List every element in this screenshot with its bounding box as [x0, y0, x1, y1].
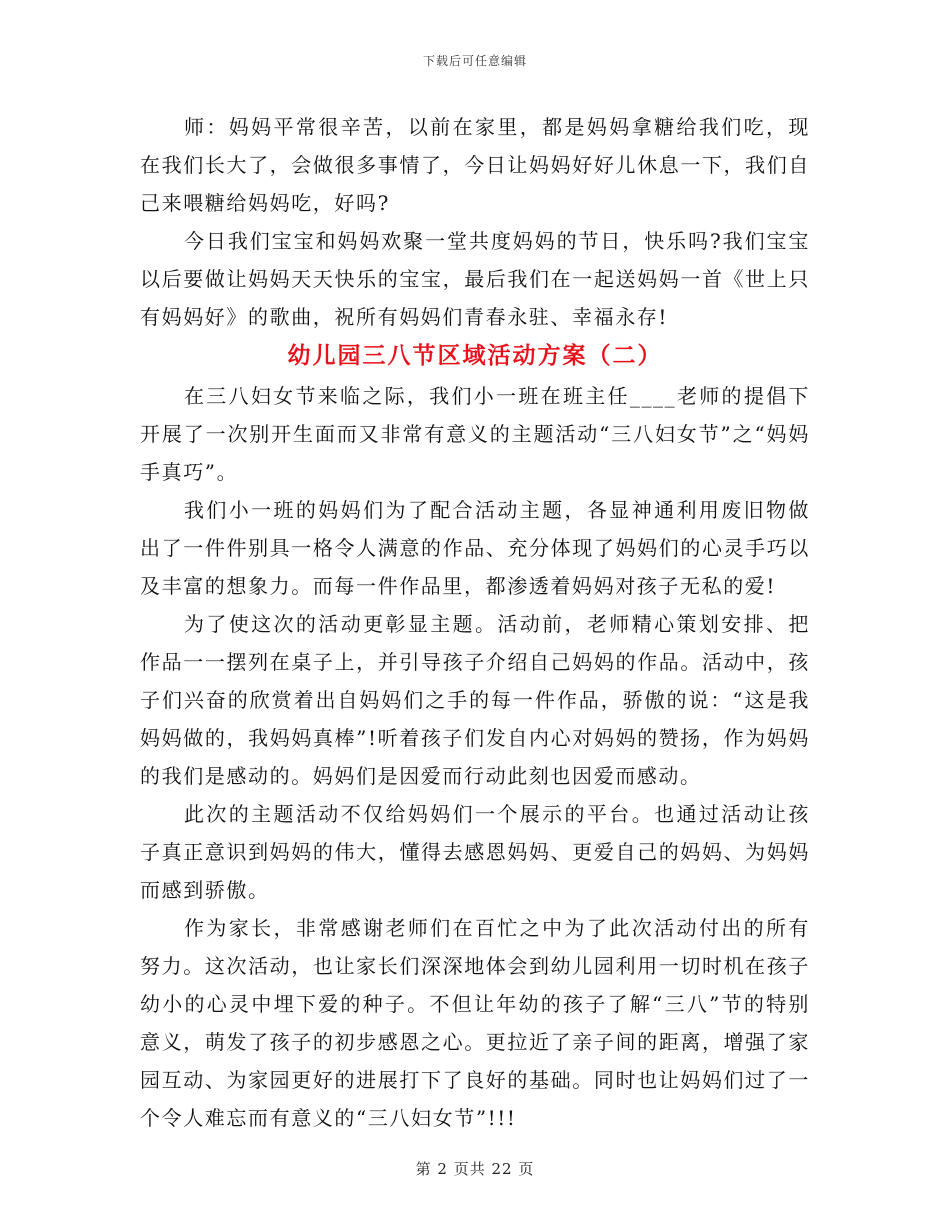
paragraph: 今日我们宝宝和妈妈欢聚一堂共度妈妈的节日，快乐吗?我们宝宝以后要做让妈妈天天快乐的宝宝，最后我们在一起送妈妈一首《世上只有妈妈好》的歌曲，祝所有妈妈们青春永驻、幸福永存! — [140, 229, 810, 329]
paragraph: 师：妈妈平常很辛苦，以前在家里，都是妈妈拿糖给我们吃，现在我们长大了，会做很多事情了，今日让妈妈好好儿休息一下，我们自己来喂糖给妈妈吃，好吗? — [140, 115, 810, 215]
paragraph: 作为家长，非常感谢老师们在百忙之中为了此次活动付出的所有努力。这次活动，也让家长们深深地体会到幼儿园利用一切时机在孩子幼小的心灵中埋下爱的种子。不但让年幼的孩子了解“三八”节的特别意义，萌发了孩子的初步感恩之心。更拉近了亲子间的距离，增强了家园互动、为家园更好的进展打下了良好的基础。同时也让妈妈们过了一个令人难忘而有意义的“三八妇女节”!!! — [140, 916, 810, 1130]
page-number: 第 2 页共 22 页 — [415, 1160, 535, 1178]
paragraph: 为了使这次的活动更彰显主题。活动前，老师精心策划安排、把作品一一摆列在桌子上，并引导孩子介绍自己妈妈的作品。活动中，孩子们兴奋的欣赏着出自妈妈们之手的每一件作品，骄傲的说：“这是我妈妈做的，我妈妈真棒”!听着孩子们发自内心对妈妈的赞扬，作为妈妈的我们是感动的。妈妈们是因爱而行动此刻也因爱而感动。 — [140, 612, 810, 788]
section-title: 幼儿园三八节区域活动方案（二） — [287, 343, 663, 369]
paragraph: 我们小一班的妈妈们为了配合活动主题，各显神通利用废旧物做出了一件件别具一格令人满意的作品、充分体现了妈妈们的心灵手巧以及丰富的想象力。而每一件作品里，都渗透着妈妈对孩子无私的爱! — [140, 498, 810, 598]
paragraph: 此次的主题活动不仅给妈妈们一个展示的平台。也通过活动让孩子真正意识到妈妈的伟大，懂得去感恩妈妈、更爱自己的妈妈、为妈妈而感到骄傲。 — [140, 802, 810, 902]
paragraph: 在三八妇女节来临之际，我们小一班在班主任____老师的提倡下开展了一次别开生面而又非常有意义的主题活动“三八妇女节”之“妈妈手真巧”。 — [140, 384, 810, 484]
page-header: 下载后可任意编辑 — [422, 54, 527, 68]
document-body — [140, 108, 810, 1137]
